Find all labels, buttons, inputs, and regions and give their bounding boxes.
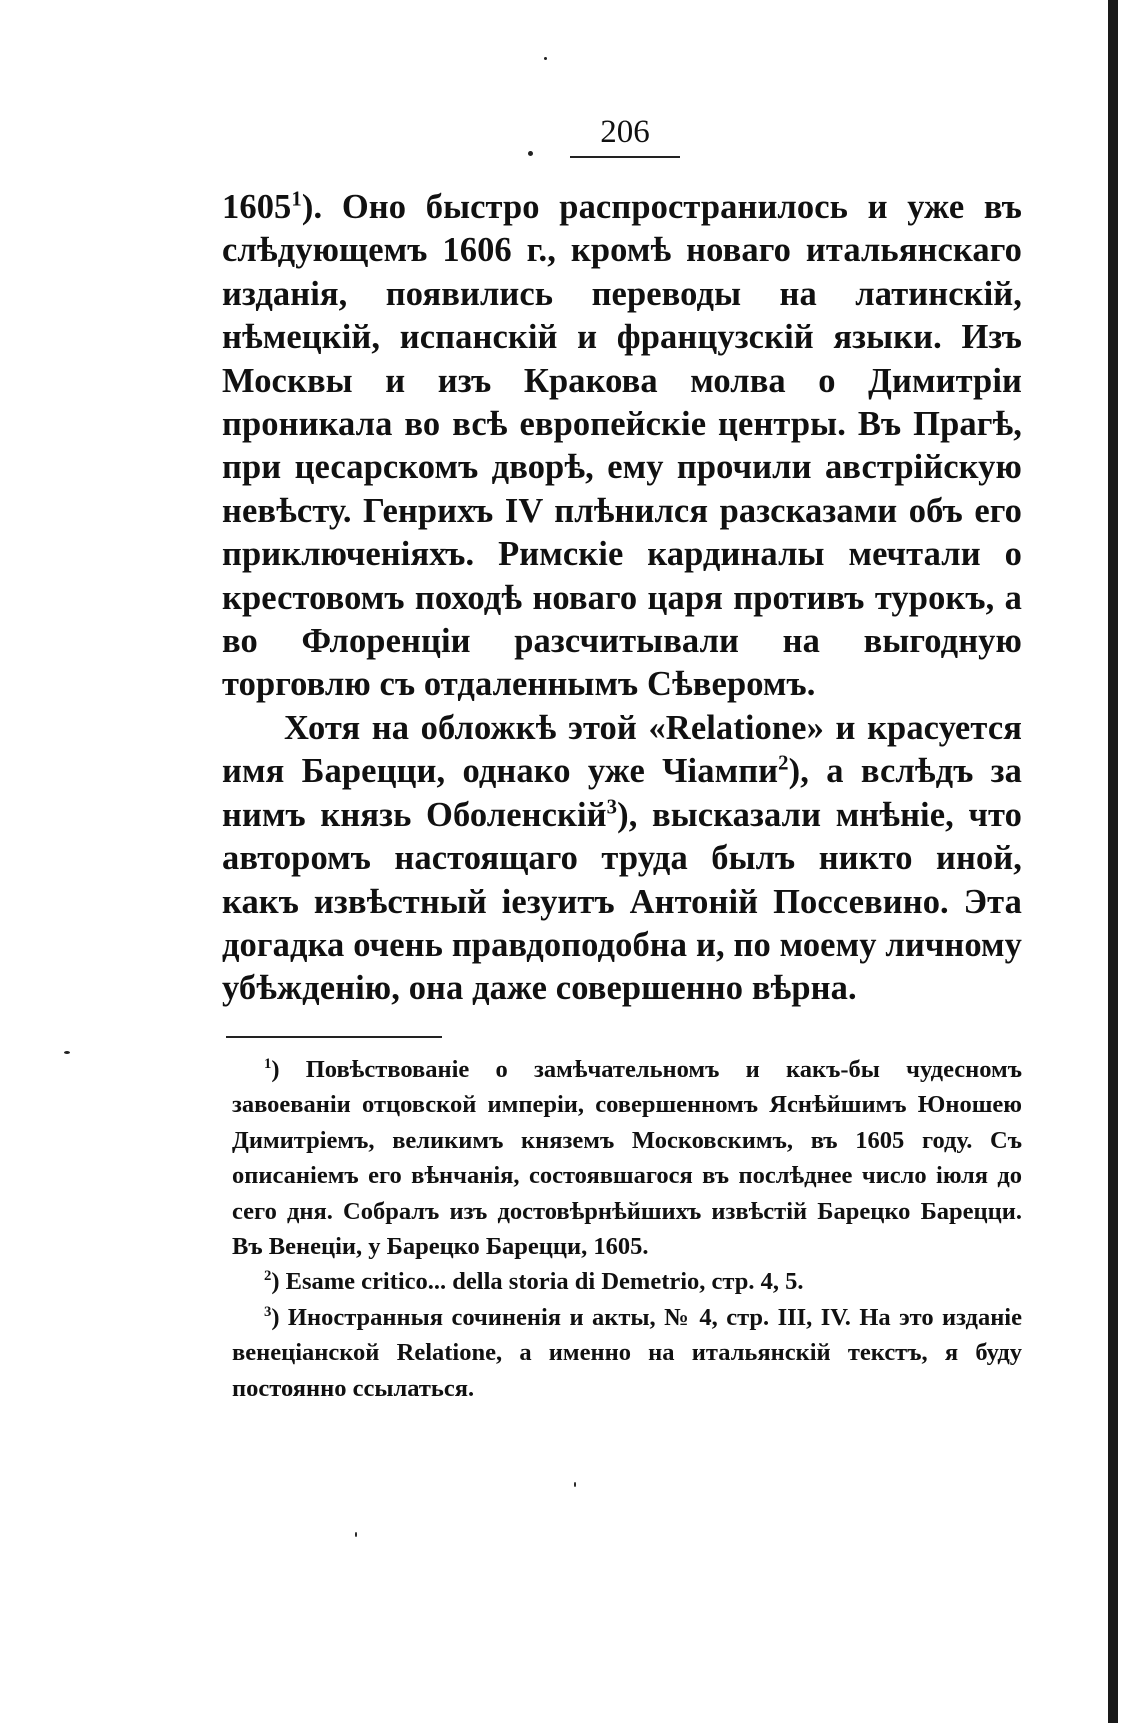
page-number: 206 (600, 114, 650, 150)
page-header (0, 112, 1140, 172)
body-text (222, 186, 1022, 1011)
paragraph (222, 186, 1022, 707)
footnote-ref: 3 (606, 796, 618, 819)
paragraph (222, 707, 1022, 1011)
footnote-ref: 1 (291, 188, 302, 211)
scan-speck (64, 1051, 70, 1054)
footnote-marker: 1 (264, 1055, 272, 1072)
paragraph-lead: 1605 (222, 188, 292, 226)
page-edge-shadow (1108, 0, 1118, 1723)
page-number-underline (570, 156, 680, 158)
footnote-marker: 3 (264, 1303, 272, 1320)
paragraph-text: ), а вслѣдъ за нимъ князь Оболенскій (222, 752, 1022, 834)
footnote (232, 1052, 1022, 1264)
footnotes (232, 1052, 1022, 1406)
footnote-separator (226, 1036, 442, 1038)
footnote-text: ) Повѣствованіе о замѣчательномъ и какъ-бы чудесномъ завоеваніи отцовской имперіи, совершенномъ Яснѣйшимъ Юношею Димитріемъ, великимъ княземъ Московскимъ, въ 1605 году. Съ описаніемъ его вѣнчанія, состоявшагося въ послѣднее число іюля до сего дня. Собралъ изъ достовѣрнѣйшихъ извѣстій Барецко Барецци. Въ Венеціи, у Барецко Барецци, 1605. (232, 1056, 1022, 1261)
footnote-marker: 2 (264, 1268, 272, 1285)
paragraph-text: Хотя на обложкѣ этой «Relatione» и красуется имя Барецци, однако уже Чіампи (222, 708, 1022, 791)
footnote-ref: 2 (778, 752, 789, 775)
paragraph-text: ), высказали мнѣніе, что авторомъ настоящаго труда былъ никто иной, какъ извѣстный іезуитъ Антоній Поссевино. Эта догадка очень правдоподобна и, по моему личному убѣжденію, она даже совершенно вѣрна. (222, 795, 1022, 1008)
paragraph-text: ). Оно быстро распространилось и уже въ слѣдующемъ 1606 г., кромѣ новаго итальянскаго изданія, появились переводы на латинскій, нѣмецкій, испанскій и французскій языки. Изъ Москвы и изъ Кракова молва о Димитріи проникала во всѣ европейскіе центры. Въ Прагѣ, при цесарскомъ дворѣ, ему прочили австрійскую невѣсту. Генрихъ IV плѣнился разсказами объ его приключеніяхъ. Римскіе кардиналы мечтали о крестовомъ походѣ новаго царя противъ турокъ, а во Флоренціи разсчитывали на выгодную торговлю съ отдаленнымъ Сѣверомъ. (222, 188, 1022, 704)
footnote (232, 1264, 1022, 1299)
footnote-text: ) Esame critico... della storia di Demetrio, стр. 4, 5. (271, 1268, 804, 1296)
footnote (232, 1300, 1022, 1406)
footnote-text: ) Иностранныя сочиненія и акты, № 4, стр. III, IV. На это изданіе венеціанской Relatione, а именно на итальянскій текстъ, я буду постоянно ссылаться. (232, 1303, 1022, 1402)
scan-speck (355, 1532, 357, 1537)
scan-speck (574, 1482, 576, 1487)
scan-speck (544, 57, 547, 60)
